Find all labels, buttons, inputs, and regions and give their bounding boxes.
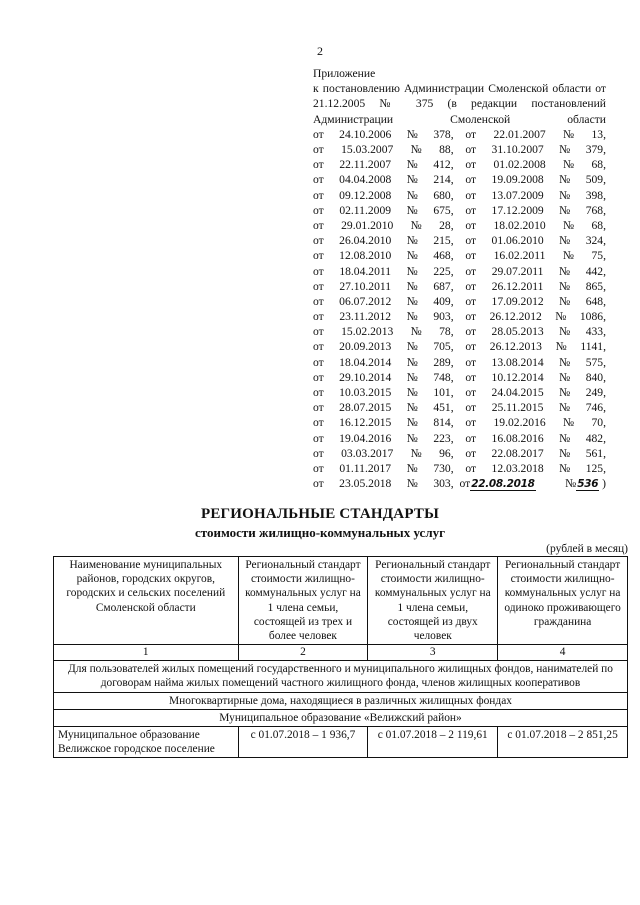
amendment-token: 22.01.2007	[493, 127, 546, 141]
amendment-token: 687,	[433, 279, 454, 293]
row-name: Муниципальное образование Велижское городское поселение	[54, 727, 239, 758]
amendment-token: №	[410, 446, 422, 460]
amendment-token: от	[313, 431, 324, 445]
amendment-token: от	[313, 234, 324, 248]
amendment-token: 22.08.2017	[491, 446, 544, 460]
amendment-token: №	[559, 401, 571, 415]
heading-sub: стоимости жилищно-коммунальных услуг	[194, 525, 446, 540]
table-row	[54, 727, 628, 758]
amendment-token: 575,	[585, 355, 606, 369]
amendment-token: 15.03.2007	[341, 143, 394, 156]
amendment-token: от	[313, 188, 324, 202]
section-row	[54, 661, 628, 692]
page-number: 2	[317, 44, 323, 58]
amendment-token: №	[406, 355, 418, 369]
amendment-token: от	[465, 446, 477, 460]
amendment-token: 675,	[433, 203, 454, 217]
amendment-token: №	[406, 279, 418, 293]
amendment-token: от	[313, 401, 324, 415]
amendment-token: 10.03.2015	[339, 386, 392, 399]
amendment-token: 223,	[433, 431, 454, 445]
amendment-token: 29.07.2011	[491, 264, 544, 278]
amendment-token: 398,	[585, 188, 606, 202]
amendment-line	[313, 324, 606, 339]
amendment-token: 125,	[585, 461, 606, 475]
amendment-token: от	[465, 461, 477, 475]
appendix-intro: к постановлению Администрации Смоленской области от 21.12.2005 № 375 (в редакции постановлений Администрации Смоленской области	[313, 82, 606, 126]
amendment-token: от	[465, 188, 477, 202]
amendment-line	[313, 385, 606, 400]
amendment-token: от	[465, 416, 477, 430]
amendment-token: 814,	[433, 416, 454, 430]
amendment-token: 01.06.2010	[491, 234, 544, 248]
header-family-three: Региональный стандарт стоимости жилищно-коммунальных услуг на 1 члена семьи, состоящей из трех и более человек	[238, 557, 368, 645]
amendment-line	[313, 203, 606, 218]
amendment-date: 23.05.2018	[339, 477, 392, 491]
amendment-token: 26.12.2011	[491, 279, 544, 293]
amendment-token: от	[465, 143, 477, 156]
amendment-token: от	[313, 218, 324, 232]
amendment-token: 26.12.2013	[489, 340, 542, 354]
amendment-token: №	[559, 386, 571, 399]
amendment-token: 28.07.2015	[339, 401, 392, 415]
amendment-line	[313, 415, 606, 430]
column-numbers-row	[54, 645, 628, 661]
amendment-token: 19.09.2008	[491, 173, 544, 187]
amendment-token: 19.04.2016	[339, 431, 392, 445]
amendment-token: №	[406, 264, 418, 278]
amendment-token: от	[465, 431, 477, 445]
municipality-title: Муниципальное образование «Велижский район»	[54, 709, 628, 726]
amendment-token: №	[559, 461, 571, 475]
amendment-token: 15.02.2013	[341, 325, 394, 339]
amendment-token: 412,	[433, 158, 454, 172]
amendment-token: от	[465, 370, 477, 384]
amendment-token: от	[313, 386, 324, 399]
amendment-token: 379,	[585, 143, 606, 156]
amendment-token: 29.10.2014	[339, 370, 392, 384]
amendment-token: 10.12.2014	[491, 370, 544, 384]
amendment-token: от	[465, 279, 477, 293]
amendment-token: №	[406, 203, 418, 217]
amendment-token: №	[563, 218, 575, 232]
amendment-token: 02.11.2009	[339, 203, 392, 217]
amendment-token: 31.10.2007	[491, 143, 544, 156]
amendment-token: 22.11.2007	[339, 158, 392, 172]
amendment-token: №	[410, 143, 422, 156]
amendment-token: 25.11.2015	[491, 401, 544, 415]
amendment-token: №	[406, 461, 418, 475]
amendment-token: №	[406, 340, 418, 354]
amendment-line	[313, 339, 606, 354]
amendment-token: 28,	[439, 218, 454, 232]
amendment-token: от	[313, 127, 324, 141]
amendment-token: от	[313, 173, 324, 187]
amendment-line	[313, 248, 606, 263]
amendment-token: 748,	[433, 370, 454, 384]
amendment-token: от	[465, 386, 477, 399]
amendment-token: №	[559, 279, 571, 293]
handwritten-no: №	[565, 477, 577, 491]
amendment-token: 06.07.2012	[339, 294, 392, 308]
amendment-token: №	[410, 218, 422, 232]
amendment-token: 680,	[433, 188, 454, 202]
amendment-token: 16.12.2015	[339, 416, 392, 430]
amendment-token: от	[313, 203, 324, 217]
amendment-line	[313, 279, 606, 294]
amendment-token: 17.12.2009	[491, 203, 544, 217]
amendment-line	[313, 431, 606, 446]
amendment-token: 13.07.2009	[491, 188, 544, 202]
amendment-token: 101,	[433, 386, 454, 399]
amendment-token: 24.04.2015	[491, 386, 544, 399]
amendment-no: №	[406, 477, 418, 491]
row-value-family-three: с 01.07.2018 – 1 936,7	[238, 727, 368, 758]
amendment-token: 903,	[433, 310, 454, 324]
amendment-token: 96,	[439, 446, 454, 460]
amendment-token: от	[465, 234, 477, 248]
amendment-token: 1086,	[579, 310, 606, 324]
amendment-token: 451,	[433, 401, 454, 415]
amendment-token: 214,	[433, 173, 454, 187]
amendment-token: 768,	[585, 203, 606, 217]
amendment-line	[313, 461, 606, 476]
amendment-token: 840,	[585, 370, 606, 384]
amendment-token: 468,	[433, 249, 454, 263]
handwritten-date: 22.08.2018	[471, 478, 535, 491]
amendment-token: 13,	[591, 127, 606, 141]
amendment-token: №	[563, 158, 575, 172]
amendment-token: №	[410, 325, 422, 339]
amendment-token: 16.08.2016	[491, 431, 544, 445]
amendment-token: 01.11.2017	[339, 461, 392, 475]
amendment-token: 29.01.2010	[341, 218, 394, 232]
amendment-line	[313, 264, 606, 279]
amendment-line	[313, 233, 606, 248]
amendment-line	[313, 294, 606, 309]
amendment-line	[313, 172, 606, 187]
amendment-token: от	[313, 264, 324, 278]
amendment-line	[313, 446, 606, 461]
amendment-token: №	[406, 370, 418, 384]
amendment-token: от	[313, 370, 324, 384]
amendment-token: 509,	[585, 173, 606, 187]
amendment-token: от	[313, 143, 324, 156]
amendment-token: №	[406, 158, 418, 172]
column-number: 1	[54, 645, 239, 661]
amendment-token: 27.10.2011	[339, 279, 392, 293]
amendment-token: 26.04.2010	[339, 234, 392, 248]
amendment-token: от	[313, 340, 324, 354]
amendment-token: 746,	[585, 401, 606, 415]
amendment-token: №	[559, 370, 571, 384]
amendment-token: от	[465, 294, 477, 308]
amendment-token: от	[313, 461, 324, 475]
amendment-token: 225,	[433, 264, 454, 278]
amendment-token: 09.12.2008	[339, 188, 392, 202]
amendment-line	[313, 400, 606, 415]
row-value-family-two: с 01.07.2018 – 2 119,61	[368, 727, 498, 758]
amendment-token: №	[406, 173, 418, 187]
amendment-token: №	[406, 386, 418, 399]
amendment-token: №	[406, 249, 418, 263]
handwritten-number: 536	[577, 478, 599, 491]
amendment-token: 561,	[585, 446, 606, 460]
amendment-token: №	[406, 188, 418, 202]
amendment-token: 68,	[591, 218, 606, 232]
amendment-line	[313, 309, 606, 324]
amendment-token: от	[465, 310, 477, 324]
amendment-token: 289,	[433, 355, 454, 369]
amendment-token: от	[313, 446, 324, 460]
amendment-token: №	[559, 446, 571, 460]
appendix-title: Приложение	[313, 67, 376, 80]
amendment-number: 303,	[433, 477, 454, 491]
amendment-line	[313, 355, 606, 370]
closing-paren: )	[602, 477, 606, 491]
header-family-two: Региональный стандарт стоимости жилищно-коммунальных услуг на 1 члена семьи, состоящей из двух человек	[368, 557, 498, 645]
amendment-token: 1141,	[580, 340, 606, 354]
amendment-token: от	[313, 310, 324, 324]
heading-main: РЕГИОНАЛЬНЫЕ СТАНДАРТЫ	[200, 506, 439, 522]
amendment-token: №	[563, 416, 575, 430]
unit-note: (рублей в месяц)	[546, 543, 628, 555]
amendment-token: 12.08.2010	[339, 249, 392, 263]
amendment-token: №	[559, 264, 571, 278]
amendment-token: 378,	[433, 127, 454, 141]
amendment-token: №	[559, 294, 571, 308]
amendment-line	[313, 218, 606, 233]
amendment-token: №	[559, 143, 571, 156]
header-municipality: Наименование муниципальных районов, городских округов, городских и сельских поселений Смоленской области	[54, 557, 239, 645]
amendment-token: 648,	[585, 294, 606, 308]
amendment-token: 24.10.2006	[339, 127, 392, 141]
amendment-token: 705,	[433, 340, 454, 354]
amendment-token: №	[559, 325, 571, 339]
amendment-token: 70,	[591, 416, 606, 430]
municipality-row	[54, 709, 628, 726]
amendment-token: от	[465, 218, 477, 232]
amendment-token: 20.09.2013	[339, 340, 392, 354]
amendment-token: №	[406, 234, 418, 248]
amendment-last-line	[313, 476, 606, 491]
amendment-token: от	[313, 249, 324, 263]
amendment-prefix: от	[313, 477, 324, 491]
amendment-token: от	[313, 158, 324, 172]
column-number: 2	[238, 645, 368, 661]
amendment-token: №	[559, 234, 571, 248]
amendment-token: №	[559, 355, 571, 369]
amendment-token: №	[563, 127, 575, 141]
standards-table	[53, 556, 628, 758]
amendment-token: 433,	[585, 325, 606, 339]
amendment-line	[313, 127, 606, 142]
amendment-token: от	[313, 325, 324, 339]
amendment-token: от	[465, 401, 477, 415]
table-header-row	[54, 557, 628, 645]
amendment-token: от	[465, 127, 477, 141]
amendment-token: от	[465, 264, 477, 278]
amendment-token: от	[313, 294, 324, 308]
amendment-token: 442,	[585, 264, 606, 278]
amendment-token: 23.11.2012	[339, 310, 392, 324]
amendment-token: от	[465, 340, 477, 354]
amendment-token: от	[465, 173, 477, 187]
amendment-token: от	[313, 416, 324, 430]
amendment-token: №	[555, 340, 567, 354]
amendment-token: 18.02.2010	[493, 218, 546, 232]
amendment-token: №	[555, 310, 567, 324]
amendment-token: 482,	[585, 431, 606, 445]
amendment-token: 16.02.2011	[493, 249, 546, 263]
amendment-token: №	[406, 416, 418, 430]
section-title: Для пользователей жилых помещений государственного и муниципального жилищных фондов, нанимателей по договорам найма жилых помещений частного жилищного фонда, членов жилищных кооперативов	[54, 661, 628, 692]
amendment-token: 75,	[591, 249, 606, 263]
amendment-token: 215,	[433, 234, 454, 248]
column-number: 3	[368, 645, 498, 661]
amendment-token: №	[406, 127, 418, 141]
amendment-token: №	[406, 401, 418, 415]
row-value-single: с 01.07.2018 – 2 851,25	[498, 727, 628, 758]
amendment-token: от	[465, 325, 477, 339]
amendment-token: от	[313, 355, 324, 369]
amendment-token: 409,	[433, 294, 454, 308]
amendment-token: №	[562, 249, 574, 263]
amendment-token: №	[406, 294, 418, 308]
amendment-token: от	[313, 279, 324, 293]
amendment-token: 88,	[439, 143, 454, 156]
amendment-token: 03.03.2017	[341, 446, 394, 460]
document-heading	[0, 506, 640, 541]
amendment-token: №	[559, 173, 571, 187]
amendment-token: 12.03.2018	[491, 461, 544, 475]
amendment-token: 04.04.2008	[339, 173, 392, 187]
amendment-token: от	[465, 203, 477, 217]
amendment-token: 865,	[585, 279, 606, 293]
amendment-token: №	[406, 431, 418, 445]
amendment-token: 68,	[591, 158, 606, 172]
appendix-block	[313, 66, 606, 491]
amendment-from: от	[459, 477, 471, 491]
amendment-token: 19.02.2016	[493, 416, 546, 430]
amendment-token: №	[559, 188, 571, 202]
amendment-line	[313, 157, 606, 172]
amendment-token: 28.05.2013	[491, 325, 544, 339]
amendment-token: от	[465, 158, 477, 172]
amendment-line	[313, 370, 606, 385]
subsection-title: Многоквартирные дома, находящиеся в различных жилищных фондах	[54, 692, 628, 709]
amendment-token: 730,	[433, 461, 454, 475]
amendment-token: 13.08.2014	[491, 355, 544, 369]
amendments-list	[313, 127, 606, 476]
amendment-token: 78,	[439, 325, 454, 339]
amendment-line	[313, 188, 606, 203]
amendment-token: №	[406, 310, 418, 324]
amendment-token: 17.09.2012	[491, 294, 544, 308]
amendment-token: 18.04.2011	[339, 264, 392, 278]
column-number: 4	[498, 645, 628, 661]
amendment-token: 324,	[585, 234, 606, 248]
subsection-row	[54, 692, 628, 709]
amendment-token: 249,	[585, 386, 606, 399]
amendment-token: 01.02.2008	[493, 158, 546, 172]
amendment-token: от	[465, 249, 477, 263]
amendment-token: №	[559, 203, 571, 217]
amendment-line	[313, 142, 606, 157]
amendment-token: 26.12.2012	[489, 310, 542, 324]
amendment-token: от	[465, 355, 477, 369]
amendment-token: 18.04.2014	[339, 355, 392, 369]
amendment-token: №	[559, 431, 571, 445]
header-single: Региональный стандарт стоимости жилищно-коммунальных услуг на одиноко проживающего гражданина	[498, 557, 628, 645]
